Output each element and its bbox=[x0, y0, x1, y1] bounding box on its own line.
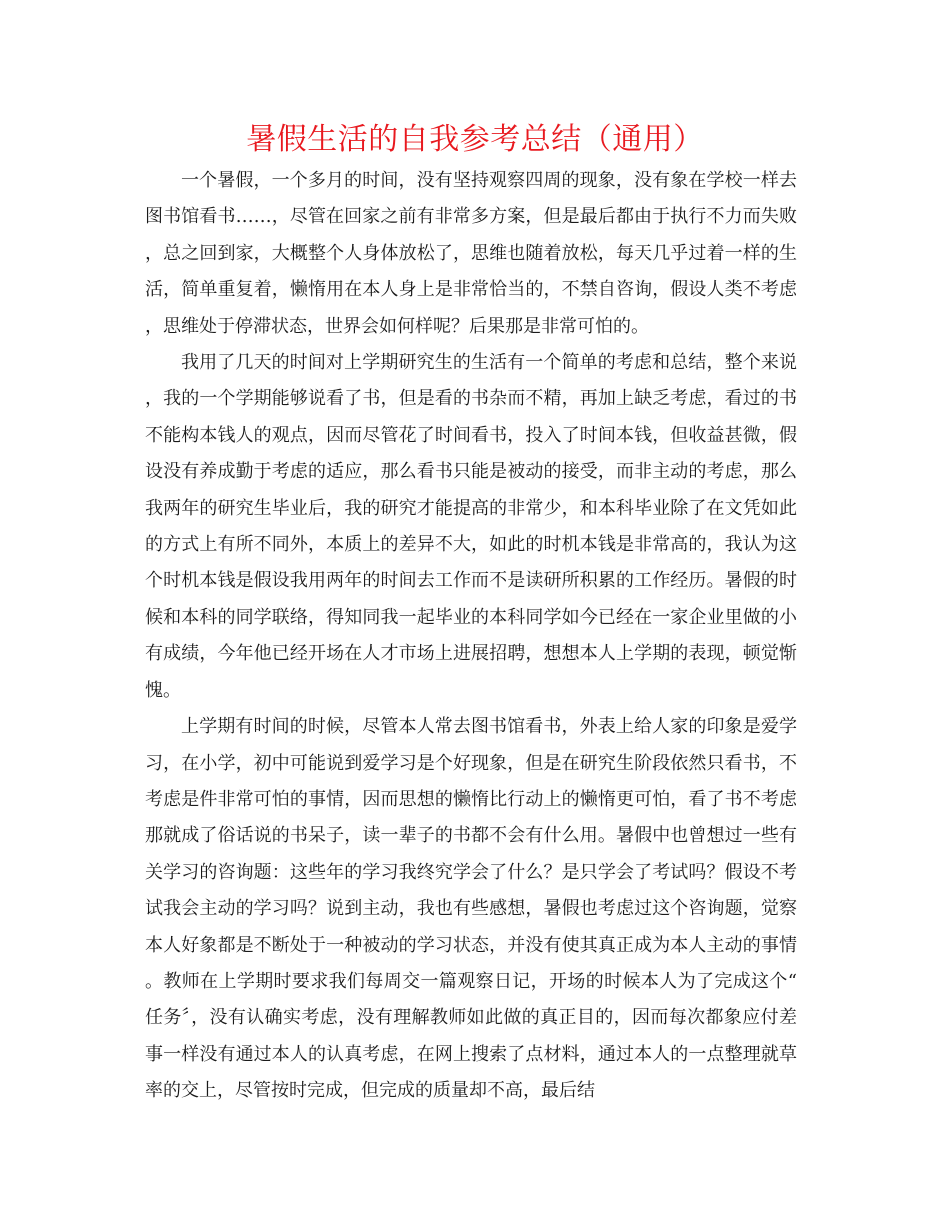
paragraph: 一个暑假，一个多月的时间，没有坚持观察四周的现象，没有象在学校一样去图书馆看书……，尽管在回家之前有非常多方案，但是最后都由于执行不力而失败，总之回到家，大概整个人身体放松了，思维也随着放松，每天几乎过着一样的生活，简单重复着，懒惰用在本人身上是非常恰当的，不禁自咨询，假设人类不考虑，思维处于停滞状态，世界会如何样呢？后果那是非常可怕的。 bbox=[145, 170, 797, 337]
document-body bbox=[145, 163, 797, 1110]
document-title: 暑假生活的自我参考总结（通用） bbox=[246, 122, 704, 157]
paragraph: 上学期有时间的时候，尽管本人常去图书馆看书，外表上给人家的印象是爱学习，在小学，初中可能说到爱学习是个好现象，但是在研究生阶段依然只看书，不考虑是件非常可怕的事情，因而思想的懒惰比行动上的懒惰更可怕，看了书不考虑那就成了俗话说的书呆子，读一辈子的书都不会有什么用。暑假中也曾想过一些有关学习的咨询题：这些年的学习我终究学会了什么？是只学会了考试吗？假设不考试我会主动的学习吗？说到主动，我也有些感想，暑假也考虑过这个咨询题，觉察本人好象都是不断处于一种被动的学习状态，并没有使其真正成为本人主动的事情。教师在上学期时要求我们每周交一篇观察日记，开场的时候本人为了完成这个“任务〞，没有认确实考虑，没有理解教师如此做的真正目的，因而每次都象应付差事一样没有通过本人的认真考虑，在网上搜索了点材料，通过本人的一点整理就草率的交上，尽管按时完成，但完成的质量却不高，最后结 bbox=[145, 716, 797, 1102]
paragraph: 我用了几天的时间对上学期研究生的生活有一个简单的考虑和总结，整个来说，我的一个学期能够说看了书，但是看的书杂而不精，再加上缺乏考虑，看过的书不能构本钱人的观点，因而尽管花了时间看书，投入了时间本钱，但收益甚微，假设没有养成勤于考虑的适应，那么看书只能是被动的接受，而非主动的考虑，那么我两年的研究生毕业后，我的研究才能提高的非常少，和本科毕业除了在文凭如此的方式上有所不同外，本质上的差异不大，如此的时机本钱是非常高的，我认为这个时机本钱是假设我用两年的时间去工作而不是读研所积累的工作经历。暑假的时候和本科的同学联络，得知同我一起毕业的本科同学如今已经在一家企业里做的小有成绩，今年他已经开场在人才市场上进展招聘，想想本人上学期的表现，顿觉惭愧。 bbox=[145, 352, 797, 701]
